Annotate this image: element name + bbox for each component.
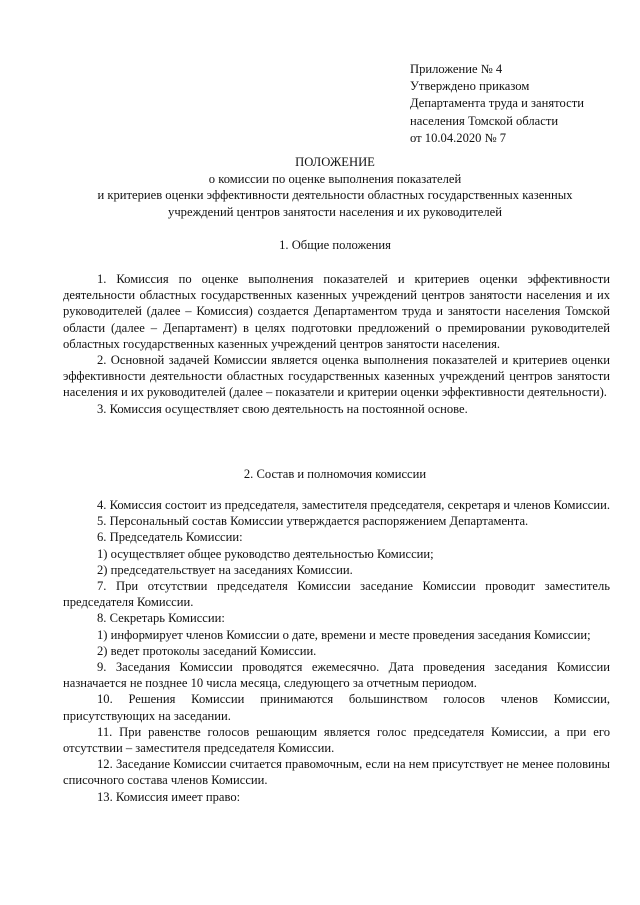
approval-line: населения Томской области xyxy=(410,113,559,128)
title-line: о комиссии по оценке выполнения показателей xyxy=(208,171,462,186)
title-main: ПОЛОЖЕНИЕ xyxy=(295,155,375,169)
paragraph: 10. Решения Комиссии принимаются большинством голосов членов Комиссии, присутствующих на заседании. xyxy=(63,692,610,723)
paragraph: 7. При отсутствии председателя Комиссии заседание Комиссии проводит заместитель председателя Комиссии. xyxy=(63,579,610,610)
approval-line: Утверждено приказом xyxy=(410,79,530,94)
list-item: 2) председательствует на заседаниях Комиссии. xyxy=(97,562,353,577)
paragraph: 2. Основной задачей Комиссии является оценка выполнения показателей и критериев оценки эффективности деятельности областных государственных казенных учреждений центров занятости населения и их руководителей (далее – показатели и критерии оценки эффективности деятельности). xyxy=(63,353,610,400)
paragraph: 13. Комиссия имеет право: xyxy=(97,789,241,804)
paragraph: 9. Заседания Комиссии проводятся ежемесячно. Дата проведения заседания Комиссии назначается не позднее 10 числа месяца, следующего за отчетным периодом. xyxy=(63,660,610,691)
list-item: 1) осуществляет общее руководство деятельностью Комиссии; xyxy=(97,546,434,561)
approval-line: от 10.04.2020 № 7 xyxy=(410,130,507,145)
paragraph: 5. Персональный состав Комиссии утверждается распоряжением Департамента. xyxy=(97,514,529,529)
paragraph: 3. Комиссия осуществляет свою деятельность на постоянной основе. xyxy=(97,401,468,416)
paragraph: 6. Председатель Комиссии: xyxy=(97,530,243,545)
approval-line: Департамента труда и занятости xyxy=(410,96,584,111)
title-line: учреждений центров занятости населения и их руководителей xyxy=(168,204,502,219)
approval-stamp-block xyxy=(410,61,625,147)
document-title xyxy=(55,154,615,220)
list-item: 2) ведет протоколы заседаний Комиссии. xyxy=(97,643,317,658)
section-body-general xyxy=(63,271,610,417)
approval-line: Приложение № 4 xyxy=(410,62,503,76)
paragraph: 12. Заседание Комиссии считается правомочным, если на нем присутствует не менее половины списочного состава членов Комиссии. xyxy=(63,757,610,788)
section-heading-composition: 2. Состав и полномочия комиссии xyxy=(243,467,427,481)
list-item: 1) информирует членов Комиссии о дате, времени и месте проведения заседания Комиссии; xyxy=(97,627,591,642)
paragraph: 11. При равенстве голосов решающим является голос председателя Комиссии, а при его отсутствии – заместителя председателя Комиссии. xyxy=(63,724,610,756)
section-heading-general: 1. Общие положения xyxy=(279,238,391,252)
paragraph: 4. Комиссия состоит из председателя, заместителя председателя, секретаря и членов Комиссии. xyxy=(97,498,611,512)
section-body-composition xyxy=(63,497,610,805)
title-line: и критериев оценки эффективности деятельности областных государственных казенных xyxy=(97,188,573,203)
paragraph: 1. Комиссия по оценке выполнения показателей и критериев оценки эффективности деятельности областных государственных казенных учреждений центров занятости населения и их руководителей (далее – Комиссия) создается Департаментом труда и занятости населения Томской области (далее – Департамент) в целях подготовки предложений о премировании руководителей областных государственных казенных учреждений центров занятости населения. xyxy=(63,272,610,351)
paragraph: 8. Секретарь Комиссии: xyxy=(97,611,225,626)
